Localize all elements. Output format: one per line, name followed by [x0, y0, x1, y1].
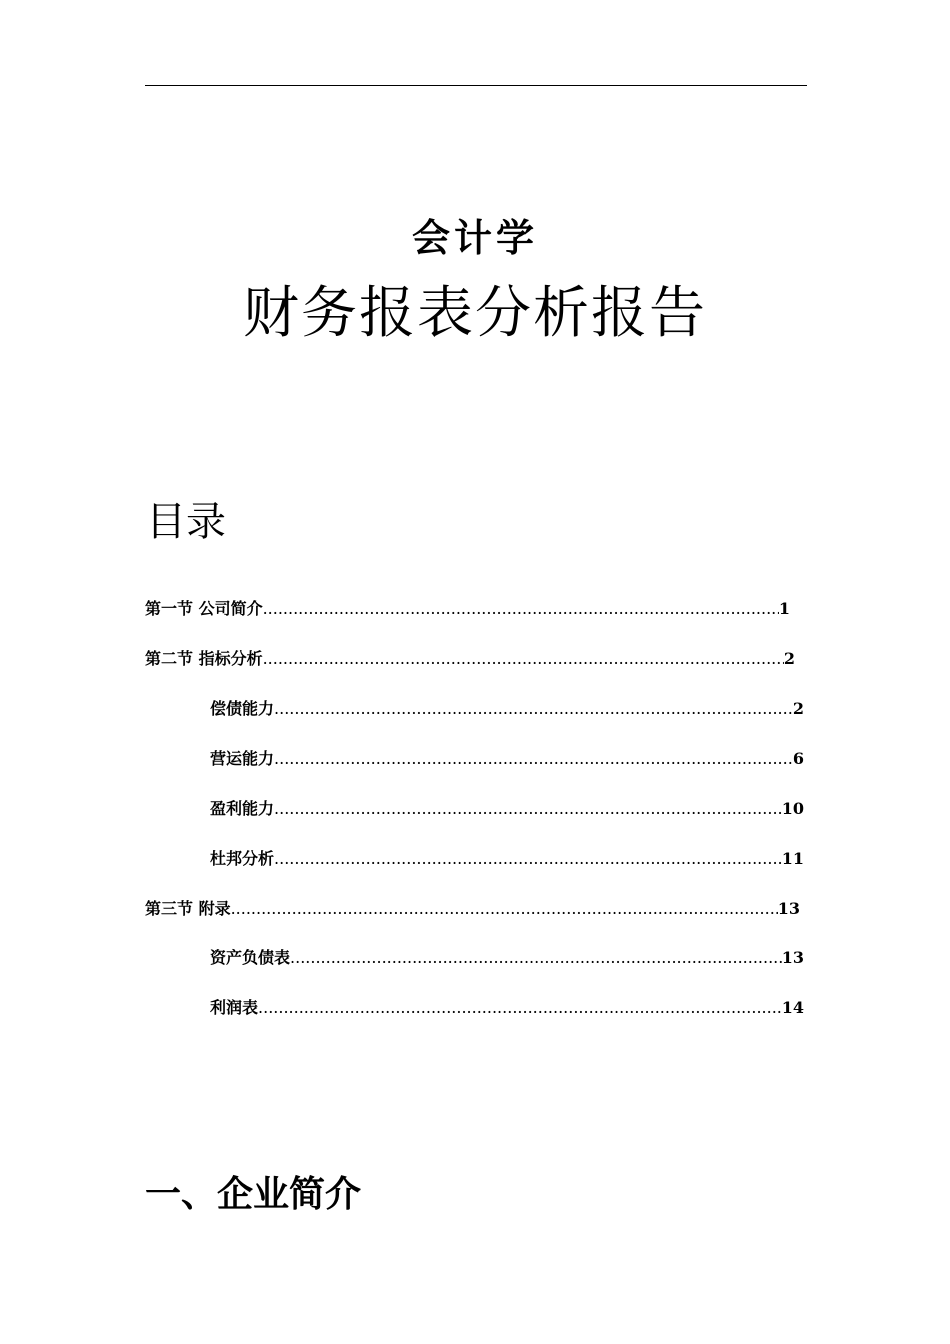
toc-entry-income-statement[interactable] [210, 997, 804, 1019]
report-title: 财务报表分析报告 [243, 281, 707, 346]
toc-entry-label: 营运能力 [210, 749, 275, 768]
toc-entry-page: 6 [792, 749, 804, 768]
subject-title: 会计学 [411, 216, 538, 260]
toc-entry-label: 第二节 指标分析 [145, 649, 263, 668]
toc-entry-label: 盈利能力 [210, 799, 275, 818]
toc-entry-balance-sheet[interactable] [210, 947, 804, 969]
toc-entry-operating-capacity[interactable] [210, 748, 804, 770]
toc-entry-solvency[interactable] [210, 698, 804, 720]
toc-leader-dots [263, 648, 784, 670]
toc-leader-dots [274, 798, 782, 820]
toc-entry-page: 10 [781, 799, 804, 818]
toc-leader-dots [231, 898, 778, 920]
toc-entry-profitability[interactable] [210, 798, 804, 820]
toc-entry-indicator-analysis[interactable] [145, 648, 795, 670]
toc-entry-page: 14 [781, 998, 804, 1017]
section-heading: 一、企业简介 [145, 1173, 362, 1215]
toc-leader-dots [274, 748, 793, 770]
toc-entry-label: 第三节 附录 [145, 899, 231, 918]
toc-entry-label: 偿债能力 [210, 699, 275, 718]
toc-entry-label: 资产负债表 [210, 948, 291, 967]
toc-entry-company-profile[interactable] [145, 598, 790, 620]
toc-entry-label: 杜邦分析 [210, 849, 275, 868]
toc-entry-page: 11 [781, 849, 804, 868]
toc-leader-dots [274, 848, 782, 870]
toc-entry-label: 利润表 [210, 998, 259, 1017]
toc-leader-dots [290, 947, 782, 969]
toc-heading: 目录 [146, 499, 226, 545]
toc-leader-dots [263, 598, 779, 620]
toc-entry-dupont-analysis[interactable] [210, 848, 804, 870]
toc-leader-dots [274, 698, 793, 720]
toc-entry-appendix[interactable] [145, 898, 800, 920]
toc-entry-page: 1 [778, 599, 790, 618]
toc-entry-page: 13 [781, 948, 804, 967]
toc-entry-page: 13 [777, 899, 800, 918]
toc-entry-label: 第一节 公司简介 [145, 599, 263, 618]
toc-entry-page: 2 [792, 699, 804, 718]
toc-leader-dots [258, 997, 782, 1019]
toc-entry-page: 2 [783, 649, 795, 668]
